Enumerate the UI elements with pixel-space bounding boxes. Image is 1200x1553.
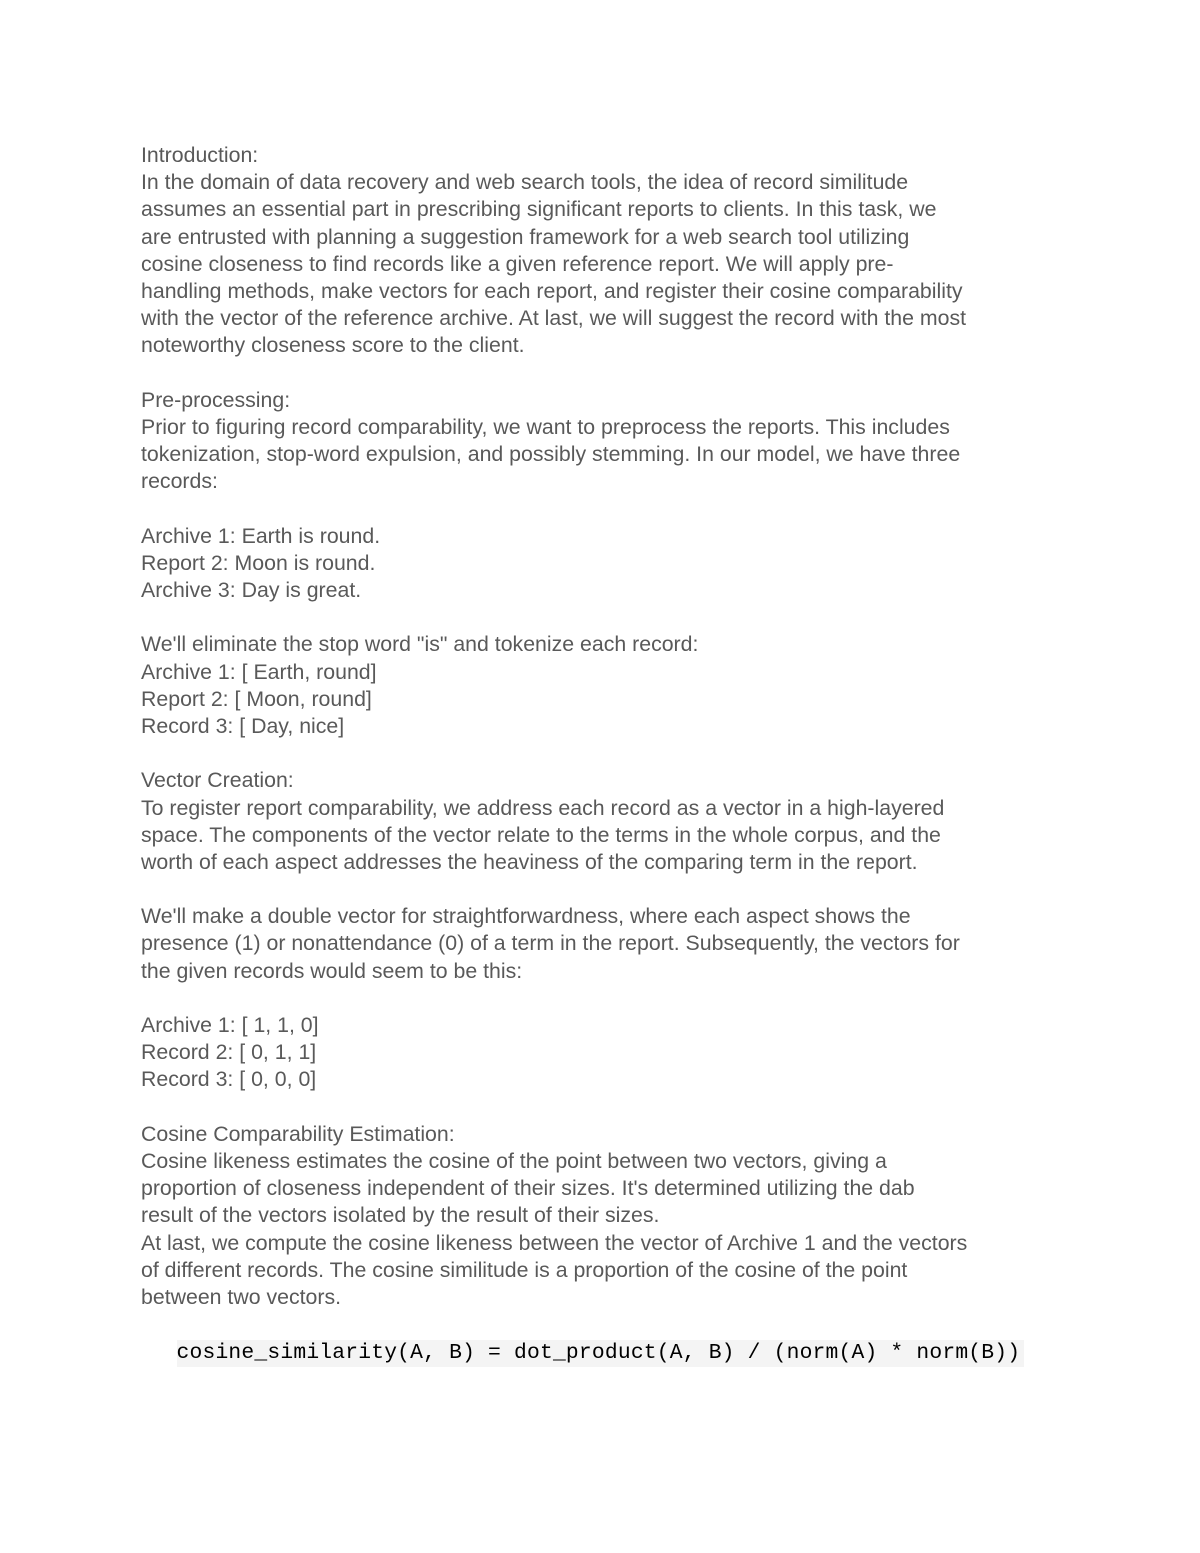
intro-line: handling methods, make vectors for each report, and register their cosine comparability xyxy=(141,278,963,303)
vector-creation-line: the given records would seem to be this: xyxy=(141,958,523,983)
preprocessing-line: Prior to figuring record comparability, we want to preprocess the reports. This includes xyxy=(141,414,950,439)
preprocessing-line: tokenization, stop-word expulsion, and possibly stemming. In our model, we have three xyxy=(141,442,961,467)
intro-heading: Introduction: xyxy=(141,143,259,167)
token-list: Archive 1: [ Earth, round] xyxy=(141,659,377,684)
preprocessing-heading: Pre-processing: xyxy=(141,387,291,412)
formula-line xyxy=(141,1311,1071,1366)
paragraph-spacer xyxy=(141,360,1071,387)
cosine-line: Cosine likeness estimates the cosine of the point between two vectors, giving a xyxy=(141,1148,887,1173)
cosine-formula: cosine_similarity(A, B) = dot_product(A, B) / (norm(A) * norm(B)) xyxy=(177,1340,1025,1367)
cosine-line: between two vectors. xyxy=(141,1284,342,1309)
cosine-line: proportion of closeness independent of their sizes. It's determined utilizing the dab xyxy=(141,1176,915,1201)
vector-creation-heading: Vector Creation: xyxy=(141,768,294,793)
vector-example: Archive 1: [ 1, 1, 0] xyxy=(141,1013,319,1037)
vector-creation-line: worth of each aspect addresses the heaviness of the comparing term in the report. xyxy=(141,849,918,874)
vector-creation-line: We'll make a double vector for straightforwardness, where each aspect shows the xyxy=(141,904,911,929)
paragraph-spacer xyxy=(141,740,1071,767)
vector-example: Record 2: [ 0, 1, 1] xyxy=(141,1040,317,1065)
intro-line: In the domain of data recovery and web search tools, the idea of record similitude xyxy=(141,170,909,195)
preprocessing-line: records: xyxy=(141,469,218,494)
cosine-line: of different records. The cosine similitude is a proportion of the cosine of the point xyxy=(141,1257,908,1282)
tokenize-intro: We'll eliminate the stop word "is" and tokenize each record: xyxy=(141,632,699,657)
vector-example: Record 3: [ 0, 0, 0] xyxy=(141,1067,317,1092)
record-example: Archive 3: Day is great. xyxy=(141,578,362,602)
intro-line: assumes an essential part in prescribing significant reports to clients. In this task, we xyxy=(141,197,937,222)
record-example: Report 2: Moon is round. xyxy=(141,550,376,575)
paragraph-spacer xyxy=(141,495,1071,522)
intro-line: noteworthy closeness score to the client. xyxy=(141,333,525,358)
intro-line: with the vector of the reference archive. At last, we will suggest the record with the most xyxy=(141,306,967,331)
token-list: Report 2: [ Moon, round] xyxy=(141,686,372,711)
vector-creation-line: To register report comparability, we address each record as a vector in a high-layered xyxy=(141,795,945,820)
token-list: Record 3: [ Day, nice] xyxy=(141,713,345,738)
intro-line: cosine closeness to find records like a given reference report. We will apply pre- xyxy=(141,251,894,276)
cosine-heading: Cosine Comparability Estimation: xyxy=(141,1121,455,1146)
paragraph-spacer xyxy=(141,1094,1071,1121)
cosine-line: result of the vectors isolated by the result of their sizes. xyxy=(141,1203,660,1228)
document-body xyxy=(141,142,1071,1366)
intro-line: are entrusted with planning a suggestion framework for a web search tool utilizing xyxy=(141,224,910,249)
paragraph-spacer xyxy=(141,604,1071,631)
record-example: Archive 1: Earth is round. xyxy=(141,523,381,548)
cosine-line: At last, we compute the cosine likeness between the vector of Archive 1 and the vectors xyxy=(141,1230,968,1255)
vector-creation-line: space. The components of the vector relate to the terms in the whole corpus, and the xyxy=(141,822,941,847)
paragraph-spacer xyxy=(141,876,1071,903)
vector-creation-line: presence (1) or nonattendance (0) of a term in the report. Subsequently, the vectors for xyxy=(141,931,960,956)
paragraph-spacer xyxy=(141,985,1071,1012)
